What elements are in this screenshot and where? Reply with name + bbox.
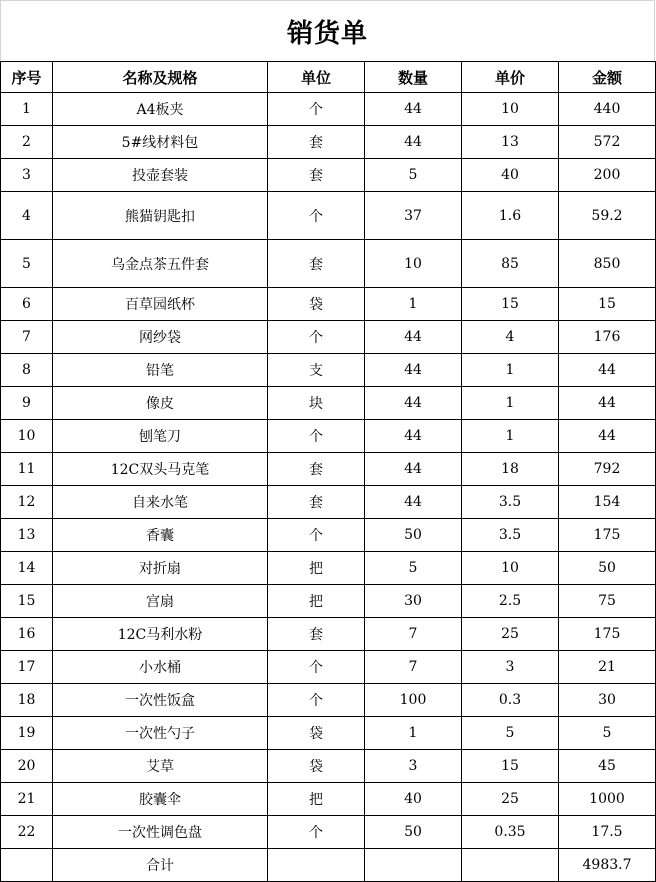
item-amount: 154 xyxy=(559,486,656,519)
item-unit: 把 xyxy=(268,585,365,618)
item-quantity: 3 xyxy=(365,750,462,783)
item-unit-price: 25 xyxy=(462,618,559,651)
header-name: 名称及规格 xyxy=(53,62,268,93)
item-quantity: 50 xyxy=(365,519,462,552)
item-quantity: 1 xyxy=(365,288,462,321)
item-quantity: 100 xyxy=(365,684,462,717)
item-unit: 个 xyxy=(268,684,365,717)
item-unit: 袋 xyxy=(268,750,365,783)
total-row xyxy=(1,849,656,882)
item-name: 12C双头马克笔 xyxy=(53,453,268,486)
item-quantity: 40 xyxy=(365,783,462,816)
header-unit-price: 单价 xyxy=(462,62,559,93)
item-name: 刨笔刀 xyxy=(53,420,268,453)
row-index: 14 xyxy=(1,552,53,585)
table-row xyxy=(1,585,656,618)
table-row xyxy=(1,684,656,717)
item-unit-price: 2.5 xyxy=(462,585,559,618)
item-name: 网纱袋 xyxy=(53,321,268,354)
row-index: 7 xyxy=(1,321,53,354)
table-row xyxy=(1,288,656,321)
total-amount: 4983.7 xyxy=(559,849,656,882)
item-quantity: 44 xyxy=(365,93,462,126)
item-amount: 1000 xyxy=(559,783,656,816)
item-name: 熊猫钥匙扣 xyxy=(53,192,268,240)
item-quantity: 7 xyxy=(365,618,462,651)
item-amount: 792 xyxy=(559,453,656,486)
row-index: 1 xyxy=(1,93,53,126)
item-unit-price: 5 xyxy=(462,717,559,750)
row-index: 3 xyxy=(1,159,53,192)
item-unit-price: 25 xyxy=(462,783,559,816)
item-name: 12C马利水粉 xyxy=(53,618,268,651)
item-unit: 套 xyxy=(268,126,365,159)
item-amount: 17.5 xyxy=(559,816,656,849)
item-quantity: 5 xyxy=(365,552,462,585)
item-amount: 440 xyxy=(559,93,656,126)
row-index: 9 xyxy=(1,387,53,420)
item-amount: 200 xyxy=(559,159,656,192)
item-unit: 支 xyxy=(268,354,365,387)
item-name: 香囊 xyxy=(53,519,268,552)
item-quantity: 7 xyxy=(365,651,462,684)
item-name: 宫扇 xyxy=(53,585,268,618)
row-index: 8 xyxy=(1,354,53,387)
header-quantity: 数量 xyxy=(365,62,462,93)
row-index: 21 xyxy=(1,783,53,816)
row-index: 19 xyxy=(1,717,53,750)
table-row xyxy=(1,453,656,486)
item-unit-price: 15 xyxy=(462,750,559,783)
sales-table xyxy=(0,61,656,882)
item-unit-price: 40 xyxy=(462,159,559,192)
item-quantity: 44 xyxy=(365,387,462,420)
item-name: 乌金点茶五件套 xyxy=(53,240,268,288)
item-unit-price: 85 xyxy=(462,240,559,288)
item-unit-price: 1 xyxy=(462,354,559,387)
item-quantity: 44 xyxy=(365,126,462,159)
item-name: 胶囊伞 xyxy=(53,783,268,816)
item-amount: 44 xyxy=(559,420,656,453)
item-unit: 袋 xyxy=(268,717,365,750)
document-title: 销货单 xyxy=(0,0,655,61)
row-index: 16 xyxy=(1,618,53,651)
table-row xyxy=(1,552,656,585)
item-unit: 套 xyxy=(268,159,365,192)
table-row xyxy=(1,420,656,453)
item-unit-price: 10 xyxy=(462,552,559,585)
item-unit-price: 10 xyxy=(462,93,559,126)
item-unit: 块 xyxy=(268,387,365,420)
item-unit-price: 0.35 xyxy=(462,816,559,849)
item-quantity: 44 xyxy=(365,321,462,354)
table-row xyxy=(1,192,656,240)
item-unit: 袋 xyxy=(268,288,365,321)
item-unit-price: 1.6 xyxy=(462,192,559,240)
item-name: 铅笔 xyxy=(53,354,268,387)
item-amount: 176 xyxy=(559,321,656,354)
row-index: 15 xyxy=(1,585,53,618)
item-amount: 175 xyxy=(559,519,656,552)
item-unit: 把 xyxy=(268,552,365,585)
item-quantity: 10 xyxy=(365,240,462,288)
table-row xyxy=(1,93,656,126)
table-row xyxy=(1,387,656,420)
item-unit-price: 3.5 xyxy=(462,486,559,519)
item-unit: 个 xyxy=(268,192,365,240)
item-unit-price: 18 xyxy=(462,453,559,486)
item-name: 一次性饭盒 xyxy=(53,684,268,717)
item-amount: 59.2 xyxy=(559,192,656,240)
item-unit: 个 xyxy=(268,321,365,354)
total-quantity-cell xyxy=(365,849,462,882)
item-unit: 个 xyxy=(268,93,365,126)
row-index: 17 xyxy=(1,651,53,684)
item-amount: 75 xyxy=(559,585,656,618)
item-name: 小水桶 xyxy=(53,651,268,684)
item-name: 像皮 xyxy=(53,387,268,420)
table-row xyxy=(1,486,656,519)
item-name: 对折扇 xyxy=(53,552,268,585)
item-unit-price: 4 xyxy=(462,321,559,354)
table-row xyxy=(1,240,656,288)
item-quantity: 44 xyxy=(365,453,462,486)
item-amount: 45 xyxy=(559,750,656,783)
header-unit: 单位 xyxy=(268,62,365,93)
row-index: 13 xyxy=(1,519,53,552)
item-name: 投壶套装 xyxy=(53,159,268,192)
row-index: 2 xyxy=(1,126,53,159)
row-index: 4 xyxy=(1,192,53,240)
item-quantity: 44 xyxy=(365,354,462,387)
item-amount: 50 xyxy=(559,552,656,585)
row-index: 18 xyxy=(1,684,53,717)
table-row xyxy=(1,783,656,816)
item-unit-price: 13 xyxy=(462,126,559,159)
item-unit: 个 xyxy=(268,816,365,849)
row-index: 11 xyxy=(1,453,53,486)
row-index: 12 xyxy=(1,486,53,519)
row-index: 5 xyxy=(1,240,53,288)
table-row xyxy=(1,618,656,651)
item-unit: 套 xyxy=(268,453,365,486)
item-amount: 15 xyxy=(559,288,656,321)
item-name: 百草园纸杯 xyxy=(53,288,268,321)
item-name: 一次性调色盘 xyxy=(53,816,268,849)
total-label: 合计 xyxy=(53,849,268,882)
item-quantity: 37 xyxy=(365,192,462,240)
header-row xyxy=(1,62,656,93)
total-unit-cell xyxy=(268,849,365,882)
table-row xyxy=(1,519,656,552)
table-row xyxy=(1,651,656,684)
row-index: 20 xyxy=(1,750,53,783)
item-unit: 把 xyxy=(268,783,365,816)
item-name: 一次性勺子 xyxy=(53,717,268,750)
item-unit-price: 0.3 xyxy=(462,684,559,717)
table-row xyxy=(1,816,656,849)
item-quantity: 50 xyxy=(365,816,462,849)
table-row xyxy=(1,750,656,783)
item-unit: 套 xyxy=(268,240,365,288)
total-index-cell xyxy=(1,849,53,882)
item-amount: 5 xyxy=(559,717,656,750)
item-amount: 30 xyxy=(559,684,656,717)
item-name: 自来水笔 xyxy=(53,486,268,519)
table-row xyxy=(1,321,656,354)
header-index: 序号 xyxy=(1,62,53,93)
item-name: 艾草 xyxy=(53,750,268,783)
item-quantity: 5 xyxy=(365,159,462,192)
table-row xyxy=(1,354,656,387)
item-unit: 个 xyxy=(268,519,365,552)
item-unit-price: 1 xyxy=(462,387,559,420)
item-quantity: 30 xyxy=(365,585,462,618)
table-row xyxy=(1,717,656,750)
item-amount: 44 xyxy=(559,354,656,387)
row-index: 6 xyxy=(1,288,53,321)
item-name: 5#线材料包 xyxy=(53,126,268,159)
item-amount: 175 xyxy=(559,618,656,651)
item-unit-price: 3 xyxy=(462,651,559,684)
table-row xyxy=(1,126,656,159)
item-quantity: 44 xyxy=(365,486,462,519)
item-amount: 572 xyxy=(559,126,656,159)
item-unit-price: 15 xyxy=(462,288,559,321)
table-row xyxy=(1,159,656,192)
item-unit: 套 xyxy=(268,486,365,519)
row-index: 22 xyxy=(1,816,53,849)
header-amount: 金额 xyxy=(559,62,656,93)
row-index: 10 xyxy=(1,420,53,453)
item-amount: 44 xyxy=(559,387,656,420)
item-quantity: 44 xyxy=(365,420,462,453)
total-price-cell xyxy=(462,849,559,882)
item-unit-price: 1 xyxy=(462,420,559,453)
item-quantity: 1 xyxy=(365,717,462,750)
item-unit: 个 xyxy=(268,651,365,684)
item-amount: 850 xyxy=(559,240,656,288)
item-unit-price: 3.5 xyxy=(462,519,559,552)
item-name: A4板夹 xyxy=(53,93,268,126)
item-unit: 套 xyxy=(268,618,365,651)
item-unit: 个 xyxy=(268,420,365,453)
item-amount: 21 xyxy=(559,651,656,684)
